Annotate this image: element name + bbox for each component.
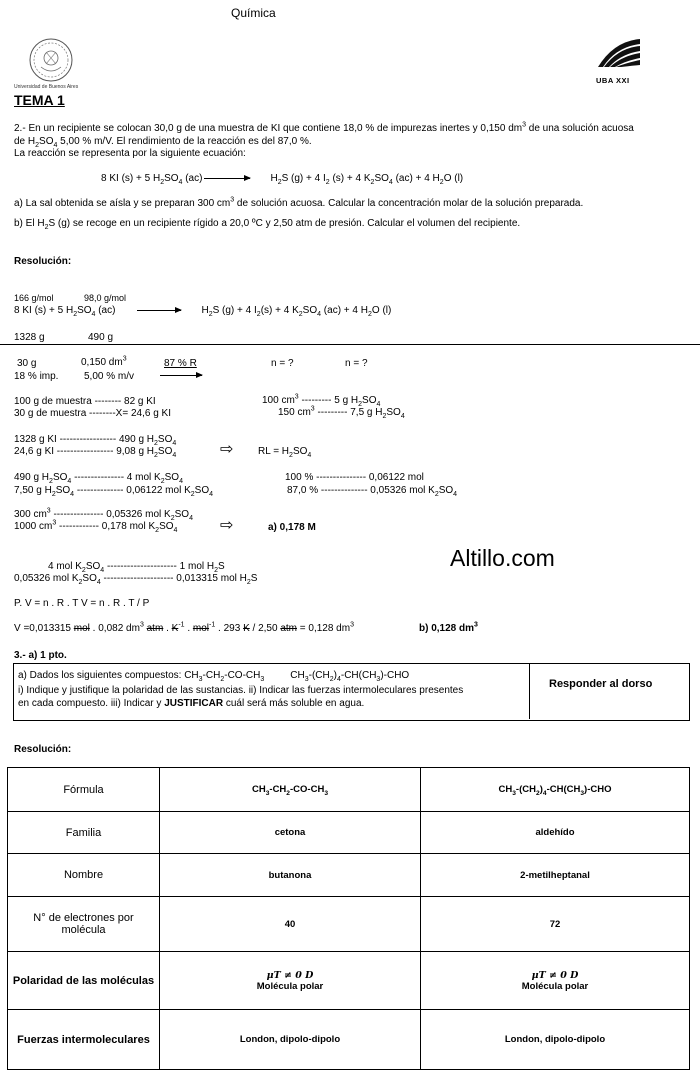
table-row (8, 854, 690, 897)
calc-line4: 24,6 g KI ----------------- 9,08 g $H_2SO_4$ (14, 446, 177, 459)
uba-seal-caption: Universidad de Buenos Aires (14, 84, 79, 90)
answer-b: b) 0,128 $dm^3$ (419, 621, 478, 634)
ideal-gas-law: P. V = n . R . T V = n . R . T / P (14, 598, 150, 609)
question3-label: 3.- a) 1 pto. (14, 650, 67, 661)
molar-mass-ki: 166 g/mol (14, 293, 54, 303)
given-concentration: 5,00 % m/v (84, 371, 135, 382)
calc-line5: 490 g $H_2SO_4$ --------------- 4 mol $K_2SO_4$ (14, 472, 183, 485)
given-yield: 87 % R (164, 358, 197, 369)
given-mass-ki: 30 g (17, 358, 37, 369)
problem2-question-b: b) El $H_2S$ (g) se recoge en un recipiente rígido a 20,0 ºC y 2,50 atm de presión. Calcular el volumen del recipiente. (14, 218, 521, 231)
yield-arrow (160, 370, 202, 381)
tema-title: TEMA 1 (14, 92, 65, 108)
answer-a: a) 0,178 M (268, 522, 316, 533)
calc-line6-right: 87,0 % -------------- 0,05326 mol $K_2SO_4$ (287, 485, 458, 498)
row-label-electrones: N° de electrones por molécula (8, 897, 160, 952)
question3-text3: en cada compuesto. iii) Indicar y JUSTIFICAR cuál será más soluble en agua. (18, 698, 365, 709)
problem2-line1: 2.- En un recipiente se colocan 30,0 g de una muestra de KI que contiene 18,0 % de impurezas inertes y 0,150 $dm^3$ de una solución acuosa (14, 121, 634, 134)
nombre-compound-1: butanona (160, 854, 421, 897)
row-label-familia: Familia (8, 812, 160, 854)
uba-seal-logo (26, 37, 76, 87)
question3-text1: a) Dados los siguientes compuestos: $CH_3-CH_2-CO-CH_3$ $CH_3-(CH_2)_4-CH(CH_3)$-CHO (18, 670, 410, 683)
calc-line1-right: 100 $cm^3$ --------- 5 g $H_2SO_4$ (262, 393, 381, 408)
reaction-equation: 8 KI (s) + 5 $H_2SO_4$ (ac) $H_2S$ (g) + 4 $I_2$ (s) + 4 $K_2SO_4$ (ac) + 4 $H_2O$ (l) (101, 173, 464, 186)
row-label-nombre: Nombre (8, 854, 160, 897)
calc-line8: 1000 $cm^3$ ------------ 0,178 mol $K_2SO_4$ (14, 519, 178, 534)
unknown-n1: n = ? (271, 358, 294, 369)
table-row (8, 1010, 690, 1070)
calc-line9: 4 mol $K_2SO_4$ --------------------- 1 mol $H_2S$ (48, 561, 225, 574)
familia-compound-2: aldehído (421, 812, 690, 854)
problem2-question-a: a) La sal obtenida se aísla y se preparan 300 $cm^3$ de solución acuosa. Calcular la concentración molar de la solución preparada. (14, 196, 584, 209)
molar-mass-h2so4: 98,0 g/mol (84, 293, 127, 303)
divider-line (0, 344, 700, 345)
calc-line1-left: 100 g de muestra -------- 82 g KI (14, 396, 156, 407)
page-header-subject: Química (231, 6, 276, 20)
question3-text2: i) Indique y justifique la polaridad de las sustancias. ii) Indicar las fuerzas intermoleculares presentes (18, 685, 464, 696)
limiting-reagent: RL = $H_2SO_4$ (258, 446, 312, 459)
electrones-compound-2: 72 (421, 897, 690, 952)
resolucion2-heading: Resolución: (14, 744, 72, 755)
table-row (8, 952, 690, 1010)
resolucion-heading: Resolución: (14, 256, 72, 267)
row-label-formula: Fórmula (8, 768, 160, 812)
given-volume: 0,150 $dm^3$ (81, 355, 127, 368)
unknown-n2: n = ? (345, 358, 368, 369)
row-label-polaridad: Polaridad de las moléculas (8, 952, 160, 1010)
row-label-fuerzas: Fuerzas intermoleculares (8, 1010, 160, 1070)
watermark: Altillo.com (450, 545, 555, 571)
calc-line3: 1328 g KI ----------------- 490 g $H_2SO_4$ (14, 434, 177, 447)
fuerzas-compound-2: London, dipolo-dipolo (421, 1010, 690, 1070)
problem2-line2: de $H_2SO_4$ 5,00 % m/V. El rendimiento de la reacción es del 87,0 %. (14, 136, 312, 149)
calc-line2-left: 30 g de muestra --------X= 24,6 g KI (14, 408, 172, 419)
formula-compound-1: $CH_3-CH_2-CO-CH_3$ (160, 768, 421, 812)
implies-arrow-2: ⇨ (220, 517, 234, 534)
polaridad-compound-2: μT ≠ 0 D Molécula polar (421, 952, 690, 1010)
implies-arrow-1: ⇨ (220, 441, 234, 458)
table-row (8, 812, 690, 854)
polaridad-compound-1: μT ≠ 0 D Molécula polar (160, 952, 421, 1010)
resolution-equation: 8 KI (s) + 5 $H_2SO_4$ (ac) $H_2S$ (g) + 4 $I_2(s) + 4$ $K_2SO_4$ (ac) + 4 $H_2O$ (l) (14, 305, 392, 318)
calc-line10: 0,05326 mol $K_2SO_4$ --------------------- 0,013315 mol $H_2S$ (14, 573, 258, 586)
results-table (7, 767, 690, 1070)
volume-calculation: V =0,013315 mol . 0,082 $dm^3$ atm . $K^{-1}$ . mol$^{-1}$ . 293 K / 2,50 atm = 0,128 $dm^3$ (14, 621, 354, 634)
table-row (8, 768, 690, 812)
responder-al-dorso: Responder al dorso (549, 678, 653, 690)
mass-h2so4: 490 g (88, 332, 114, 343)
problem2-line3: La reacción se representa por la siguiente ecuación: (14, 148, 246, 159)
ubaxxi-logo (594, 39, 644, 89)
mass-ki: 1328 g (14, 332, 45, 343)
nombre-compound-2: 2-metilheptanal (421, 854, 690, 897)
given-impurity: 18 % imp. (14, 371, 59, 382)
ubaxxi-logo-text: UBA XXI (596, 76, 630, 85)
calc-line2-right: 150 $cm^3$ --------- 7,5 g $H_2SO_4$ (278, 405, 405, 420)
table-row (8, 897, 690, 952)
calc-line7: 300 $cm^3$ --------------- 0,05326 mol $K_2SO_4$ (14, 507, 193, 522)
familia-compound-1: cetona (160, 812, 421, 854)
electrones-compound-1: 40 (160, 897, 421, 952)
fuerzas-compound-1: London, dipolo-dipolo (160, 1010, 421, 1070)
calc-line5-right: 100 % --------------- 0,06122 mol (285, 472, 424, 483)
calc-line6: 7,50 g $H_2SO_4$ -------------- 0,06122 mol $K_2SO_4$ (14, 485, 214, 498)
formula-compound-2: $CH_3-(CH_2)_4-CH(CH_3)$-CHO (421, 768, 690, 812)
